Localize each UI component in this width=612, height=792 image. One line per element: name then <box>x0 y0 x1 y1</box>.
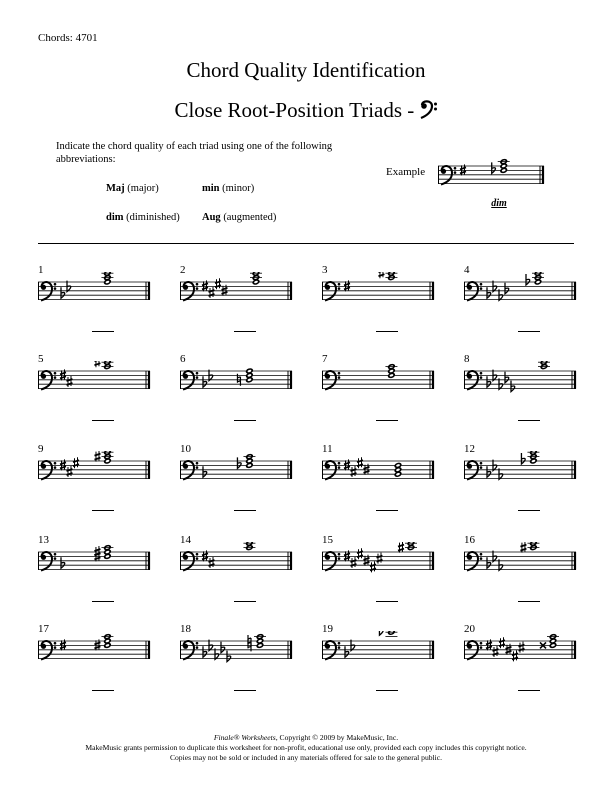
bass-clef-icon <box>183 282 198 301</box>
exercise-number: 12 <box>464 443 475 455</box>
bass-clef-icon <box>325 641 340 660</box>
bass-clef-dot-lower <box>338 466 341 469</box>
answer-blank[interactable] <box>92 601 114 602</box>
exercise-number: 4 <box>464 264 470 276</box>
abbreviation-meaning: (minor) <box>222 183 255 194</box>
bass-clef-curve <box>467 461 478 480</box>
bass-clef-icon <box>467 371 482 390</box>
bass-clef-icon <box>325 371 340 390</box>
bass-clef-icon <box>467 282 482 301</box>
bass-clef-dot-lower <box>338 557 341 560</box>
bass-clef-dot-lower <box>196 557 199 560</box>
bass-clef-curve <box>41 641 52 660</box>
bass-clef-dot-lower <box>54 287 57 290</box>
bass-clef-dot-upper <box>54 372 57 375</box>
section-divider <box>38 243 574 244</box>
exercise-staff <box>464 542 578 582</box>
footer-product: Finale <box>213 733 234 742</box>
key-sharp-icon-bars <box>377 556 383 562</box>
key-sharp-icon <box>68 376 71 387</box>
abbreviation-augmented <box>202 212 276 223</box>
note-sharp-icon-bars <box>520 545 526 551</box>
key-flat-icon <box>203 646 207 657</box>
bass-clef-curve <box>467 371 478 390</box>
example-label: Example <box>386 166 426 178</box>
key-flat-icon <box>487 557 491 568</box>
abbreviation-meaning: (augmented) <box>223 212 277 223</box>
key-flat-icon <box>345 646 349 657</box>
footer-copyright: , Copyright © 2009 by MakeMusic, Inc. <box>275 733 399 742</box>
bass-clef-curve <box>41 282 52 301</box>
bass-clef-curve <box>325 461 336 480</box>
key-sharp-icon <box>378 553 381 564</box>
exercise-staff <box>464 272 578 312</box>
exercise-number: 20 <box>464 623 475 635</box>
exercise-staff <box>322 272 436 312</box>
exercise-staff <box>180 631 294 671</box>
note-sharp-icon-bars <box>95 454 101 460</box>
answer-blank[interactable] <box>376 601 398 602</box>
bass-clef-dot-upper <box>480 372 483 375</box>
page-title: Chord Quality Identification <box>186 58 426 82</box>
key-sharp-icon <box>217 278 220 289</box>
exercise-number: 7 <box>322 353 328 365</box>
note-flat-icon <box>492 162 496 173</box>
bass-clef-dot-upper <box>54 283 57 286</box>
key-sharp-icon-bars <box>370 564 376 570</box>
key-sharp-icon-bars <box>493 649 499 655</box>
bass-clef-dot-upper <box>196 283 199 286</box>
bass-clef-icon <box>41 552 56 571</box>
key-sharp-icon-bars <box>67 379 73 385</box>
bass-clef-icon <box>467 552 482 571</box>
key-sharp-icon-bars <box>351 560 357 566</box>
exercise-number: 2 <box>180 264 186 276</box>
bass-clef-curve <box>183 461 194 480</box>
answer-blank[interactable] <box>92 690 114 691</box>
answer-blank[interactable] <box>518 690 540 691</box>
bass-clef-dot-lower <box>480 376 483 379</box>
answer-blank[interactable] <box>376 331 398 332</box>
exercise-staff <box>38 451 152 491</box>
exercise-staff <box>322 631 436 671</box>
bass-clef-icon <box>325 461 340 480</box>
bass-clef-icon <box>183 371 198 390</box>
key-sharp-icon <box>372 561 375 572</box>
key-flat-icon <box>511 381 515 392</box>
bass-clef-curve <box>183 371 194 390</box>
subtitle-text: Close Root-Position Triads - <box>174 98 420 122</box>
abbreviation-diminished <box>106 212 180 223</box>
key-flat-icon <box>487 466 491 477</box>
answer-blank[interactable] <box>518 601 540 602</box>
bass-clef-dot-lower <box>54 376 57 379</box>
key-sharp-icon-bars <box>67 469 73 475</box>
bass-clef-dot-upper <box>480 553 483 556</box>
exercise-number: 10 <box>180 443 191 455</box>
answer-blank[interactable] <box>92 331 114 332</box>
key-flat-icon <box>221 642 225 653</box>
bass-clef-curve <box>41 461 52 480</box>
exercise-number: 15 <box>322 534 333 546</box>
bass-clef-icon <box>41 641 56 660</box>
bass-clef-dot-lower <box>196 466 199 469</box>
bass-clef-dot-lower <box>54 646 57 649</box>
bass-clef-dot-upper <box>480 283 483 286</box>
exercise-number: 1 <box>38 264 44 276</box>
bass-clef-dot-upper <box>54 462 57 465</box>
bass-clef-curve <box>325 371 336 390</box>
note-sharp-icon-bars <box>398 545 404 551</box>
bass-clef-dot-lower <box>196 287 199 290</box>
key-flat-icon <box>487 376 491 387</box>
bass-clef-icon <box>183 552 198 571</box>
bass-clef-curve <box>41 371 52 390</box>
exercise-number: 14 <box>180 534 191 546</box>
key-sharp-icon <box>68 466 71 477</box>
exercise-staff <box>322 451 436 491</box>
bass-clef-dot-upper <box>338 553 341 556</box>
worksheet-id: Chords: 4701 <box>38 32 98 44</box>
bass-clef-dot-lower <box>480 466 483 469</box>
exercise-number: 19 <box>322 623 333 635</box>
key-sharp-icon <box>494 646 497 657</box>
bass-clef-dot-lower <box>480 557 483 560</box>
exercise-staff <box>38 361 152 401</box>
abbreviation-code: dim <box>106 212 124 223</box>
bass-clef-curve <box>41 552 52 571</box>
bass-clef-curve <box>183 282 194 301</box>
bass-clef-dot-upper <box>480 642 483 645</box>
key-flat-icon <box>61 557 65 568</box>
footer-line-2: MakeMusic grants permission to duplicate this worksheet for non-profit, educational use only, provided each copy includes this copyright notice. <box>85 743 527 752</box>
exercise-number: 8 <box>464 353 470 365</box>
answer-blank[interactable] <box>234 601 256 602</box>
note-flat-icon <box>237 457 241 468</box>
bass-clef-dot-upper <box>338 372 341 375</box>
bass-clef-icon <box>467 641 482 660</box>
answer-blank[interactable] <box>234 331 256 332</box>
answer-blank[interactable] <box>92 420 114 421</box>
abbreviation-code: min <box>202 183 220 194</box>
bass-clef-curve <box>325 641 336 660</box>
key-flat-icon <box>203 376 207 387</box>
key-sharp-icon-bars <box>209 560 215 566</box>
bass-clef-icon <box>41 461 56 480</box>
footer-product-suffix: ® Worksheets <box>233 733 276 742</box>
exercise-staff <box>464 361 578 401</box>
exercise-number: 17 <box>38 623 49 635</box>
bass-clef-dot-lower <box>338 646 341 649</box>
answer-blank[interactable] <box>376 420 398 421</box>
bass-clef-dot-upper <box>480 462 483 465</box>
page-subtitle <box>0 98 612 123</box>
bass-clef-icon <box>41 371 56 390</box>
bass-clef-icon <box>467 461 482 480</box>
bass-clef-dot-upper <box>196 372 199 375</box>
bass-clef-dot-upper <box>196 462 199 465</box>
exercise-staff <box>322 542 436 582</box>
exercise-staff <box>38 542 152 582</box>
note-flat-icon <box>379 631 383 635</box>
abbreviation-minor <box>202 183 254 194</box>
bass-clef-icon <box>325 552 340 571</box>
bass-clef-dot-lower <box>196 646 199 649</box>
note-flat-icon <box>521 453 525 464</box>
note-flat-icon <box>526 274 530 285</box>
key-sharp-icon-bars <box>351 469 357 475</box>
abbreviation-meaning: (major) <box>127 183 159 194</box>
key-sharp-icon <box>520 642 523 653</box>
answer-blank[interactable] <box>92 510 114 511</box>
bass-clef-curve <box>325 282 336 301</box>
answer-blank[interactable] <box>518 331 540 332</box>
bass-clef-curve <box>467 552 478 571</box>
bass-clef-curve <box>467 641 478 660</box>
key-sharp-icon <box>359 457 362 468</box>
bass-clef-dot-lower <box>480 646 483 649</box>
key-sharp-icon <box>352 557 355 568</box>
exercise-number: 13 <box>38 534 49 546</box>
bass-clef-curve <box>325 552 336 571</box>
bass-clef-dot-upper <box>338 462 341 465</box>
key-sharp-icon <box>514 650 517 661</box>
key-sharp-icon-bars <box>209 290 215 296</box>
key-sharp-icon-bars <box>512 653 518 659</box>
answer-blank[interactable] <box>376 510 398 511</box>
bass-clef-curve <box>183 552 194 571</box>
bass-clef-icon <box>41 282 56 301</box>
answer-blank[interactable] <box>376 690 398 691</box>
exercise-staff <box>38 631 152 671</box>
answer-blank[interactable] <box>234 420 256 421</box>
abbreviation-meaning: (diminished) <box>126 212 180 223</box>
key-flat-icon <box>227 651 231 662</box>
note-sharp-icon-bars <box>94 361 100 365</box>
bass-clef-curve <box>467 282 478 301</box>
note-sharp-icon <box>400 542 403 553</box>
bass-clef-icon <box>183 641 198 660</box>
key-sharp-icon <box>75 457 78 468</box>
bass-clef-dot-lower <box>338 287 341 290</box>
bass-clef-curve <box>183 641 194 660</box>
bass-clef-dot-lower <box>480 287 483 290</box>
bass-clef-dot-upper <box>338 642 341 645</box>
exercise-staff <box>322 361 436 401</box>
bass-clef-dot-lower <box>54 466 57 469</box>
key-flat-icon <box>505 372 509 383</box>
example-answer: dim <box>491 198 507 209</box>
key-flat-icon <box>203 466 207 477</box>
bass-clef-icon <box>183 461 198 480</box>
key-sharp-icon-bars <box>499 640 505 646</box>
instructions-text: Indicate the chord quality of each triad using one of the following abbreviations: <box>56 141 333 165</box>
bass-clef-dot-lower <box>196 376 199 379</box>
bass-clef-dot-upper <box>338 283 341 286</box>
exercise-number: 9 <box>38 443 44 455</box>
footer-line-1 <box>0 733 612 743</box>
bass-clef-icon <box>441 166 456 185</box>
bass-clef-dot-upper <box>54 642 57 645</box>
bass-clef-dot-lower <box>338 376 341 379</box>
key-sharp-icon-bars <box>73 460 79 466</box>
exercise-staff <box>464 451 578 491</box>
bass-clef-dot-lower <box>54 557 57 560</box>
exercise-number: 11 <box>322 443 333 455</box>
abbreviation-code: Maj <box>106 183 125 194</box>
key-sharp-icon <box>210 287 213 298</box>
bass-clef-icon <box>420 100 438 120</box>
bass-clef-icon <box>325 282 340 301</box>
exercise-staff <box>180 272 294 312</box>
key-sharp-icon <box>352 466 355 477</box>
exercise-staff <box>180 451 294 491</box>
note-sharp-icon <box>96 546 99 557</box>
exercise-number: 5 <box>38 353 44 365</box>
answer-blank[interactable] <box>518 510 540 511</box>
key-flat-icon <box>61 287 65 298</box>
footer <box>0 733 612 763</box>
exercise-staff <box>38 272 152 312</box>
abbreviation-major <box>106 183 159 194</box>
footer-line-3: Copies may not be sold or included in any materials offered for sale to the general public. <box>169 753 443 762</box>
answer-blank[interactable] <box>518 420 540 421</box>
exercise-staff <box>180 361 294 401</box>
bass-clef-dot-lower <box>454 171 457 174</box>
key-sharp-icon-bars <box>357 551 363 557</box>
answer-blank[interactable] <box>234 510 256 511</box>
exercise-staff <box>464 631 578 671</box>
bass-clef-dot-upper <box>196 642 199 645</box>
note-sharp-icon <box>96 451 99 462</box>
key-sharp-icon-bars <box>357 460 363 466</box>
bass-clef-curve <box>441 166 452 185</box>
exercise-staff <box>180 542 294 582</box>
key-flat-icon <box>505 283 509 294</box>
bass-clef-dot-upper <box>454 167 457 170</box>
key-sharp-icon-bars <box>215 281 221 287</box>
note-sharp-icon-bars <box>378 272 384 276</box>
key-sharp-icon <box>501 637 504 648</box>
note-sharp-icon <box>522 542 525 553</box>
exercise-number: 6 <box>180 353 186 365</box>
key-sharp-icon-bars <box>519 645 525 651</box>
exercise-number: 3 <box>322 264 328 276</box>
bass-clef-dot-upper <box>54 553 57 556</box>
exercise-number: 16 <box>464 534 475 546</box>
key-sharp-icon <box>210 557 213 568</box>
key-flat-icon <box>487 287 491 298</box>
key-sharp-icon <box>359 548 362 559</box>
abbreviation-code: Aug <box>202 212 221 223</box>
example-staff <box>438 156 548 190</box>
answer-blank[interactable] <box>234 690 256 691</box>
exercise-number: 18 <box>180 623 191 635</box>
bass-clef-dot-upper <box>196 553 199 556</box>
